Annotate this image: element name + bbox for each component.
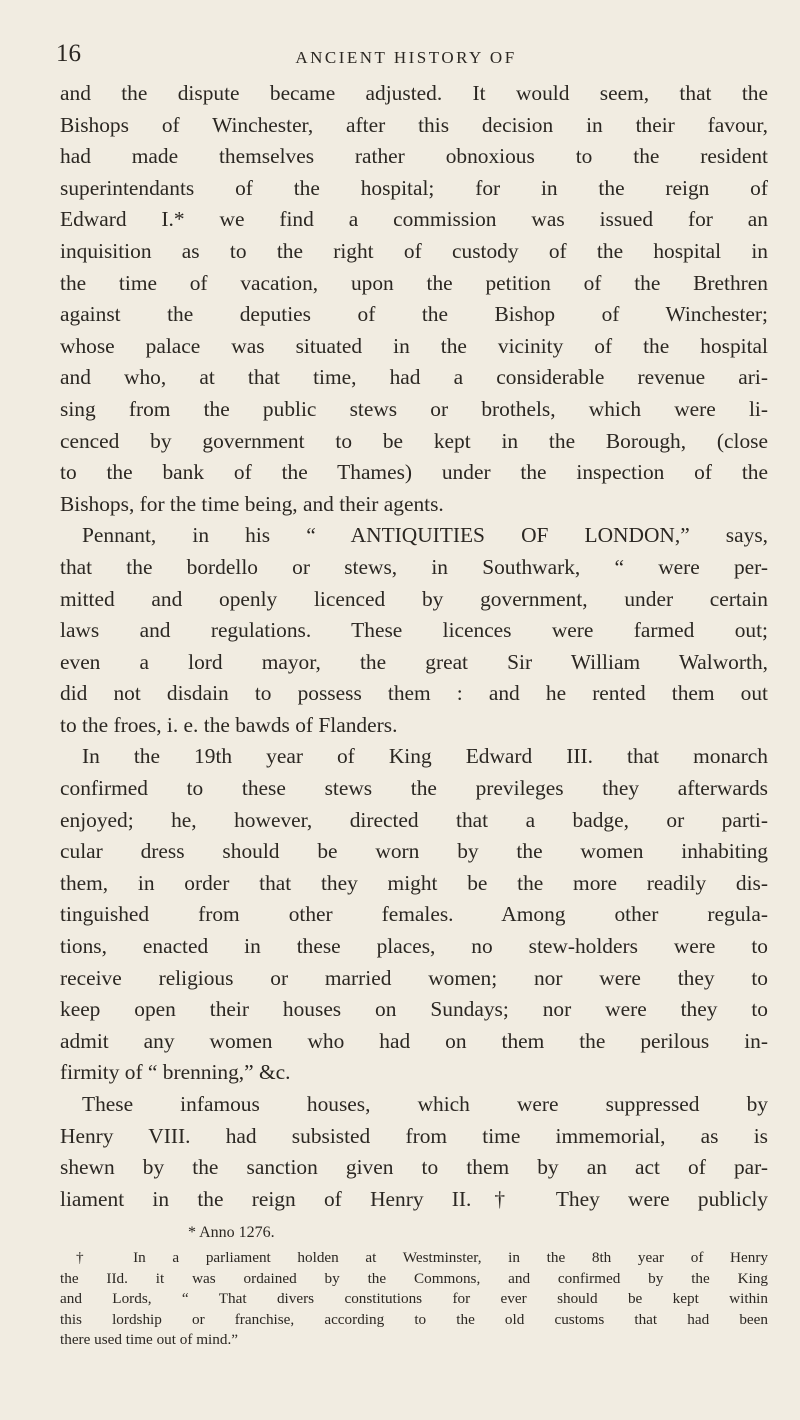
text-line: even a lord mayor, the great Sir William Walworth, bbox=[60, 649, 768, 674]
text-line: against the deputies of the Bishop of Winchester; bbox=[60, 302, 768, 327]
text-line: tions, enacted in these places, no stew-holders were to bbox=[60, 934, 768, 959]
running-head: ANCIENT HISTORY OF bbox=[295, 48, 517, 67]
text-line: inquisition as to the right of custody of the hospital in bbox=[60, 238, 768, 263]
text-line: confirmed to these stews the previleges they afterwards bbox=[60, 776, 768, 801]
text-line: Henry VIII. had subsisted from time immemorial, as is bbox=[60, 1123, 768, 1148]
text-line: whose palace was situated in the vicinity of the hospital bbox=[60, 333, 768, 358]
text-line: had made themselves rather obnoxious to the resident bbox=[60, 144, 768, 169]
footnote-2-line: this lordship or franchise, according to the old customs that had been bbox=[60, 1310, 768, 1328]
text-line: cular dress should be worn by the women inhabiting bbox=[60, 839, 768, 864]
text-line: Pennant, in his “ ANTIQUITIES OF LONDON,” says, bbox=[82, 523, 768, 548]
text-line: them, in order that they might be the more readily dis- bbox=[60, 870, 768, 895]
text-line: Edward I.* we find a commission was issued for an bbox=[60, 207, 768, 232]
footnote-2-line: the IId. it was ordained by the Commons, and confirmed by the King bbox=[60, 1269, 768, 1287]
footnote-2-line: † In a parliament holden at Westminster, in the 8th year of Henry bbox=[76, 1249, 768, 1266]
text-line: did not disdain to possess them : and he rented them out bbox=[60, 681, 768, 706]
text-line: to the froes, i. e. the bawds of Flanders. bbox=[60, 712, 398, 737]
text-line: admit any women who had on them the perilous in- bbox=[60, 1028, 768, 1053]
text-line: that the bordello or stews, in Southwark, “ were per- bbox=[60, 554, 768, 579]
text-line: and the dispute became adjusted. It would seem, that the bbox=[60, 81, 768, 105]
footnote-1: * Anno 1276. bbox=[188, 1224, 275, 1241]
text-line: to the bank of the Thames) under the inspection of the bbox=[60, 460, 768, 485]
text-line: laws and regulations. These licences were farmed out; bbox=[60, 618, 768, 643]
text-line: receive religious or married women; nor were they to bbox=[60, 965, 768, 990]
text-line: tinguished from other females. Among other regula- bbox=[60, 902, 768, 927]
text-line: the time of vacation, upon the petition of the Brethren bbox=[60, 270, 768, 295]
page-header bbox=[56, 40, 756, 82]
text-line: cenced by government to be kept in the Borough, (close bbox=[60, 428, 768, 453]
text-line: In the 19th year of King Edward III. that monarch bbox=[82, 744, 768, 769]
footnote-2-line: and Lords, “ That divers constitutions for ever should be kept within bbox=[60, 1290, 768, 1307]
text-line: Bishops of Winchester, after this decision in their favour, bbox=[60, 112, 768, 137]
footnote-2-line: there used time out of mind.” bbox=[60, 1331, 238, 1348]
text-line: Bishops, for the time being, and their agents. bbox=[60, 491, 444, 516]
text-line: and who, at that time, had a considerable revenue ari- bbox=[60, 365, 768, 390]
text-line: keep open their houses on Sundays; nor were they to bbox=[60, 997, 768, 1022]
body-text bbox=[60, 78, 768, 1215]
text-line: mitted and openly licenced by government, under certain bbox=[60, 586, 768, 611]
text-line: liament in the reign of Henry II.† They were publicly bbox=[60, 1186, 768, 1211]
text-line: enjoyed; he, however, directed that a badge, or parti- bbox=[60, 807, 768, 832]
text-line: firmity of “ brenning,” &c. bbox=[60, 1060, 291, 1085]
text-line: superintendants of the hospital; for in the reign of bbox=[60, 175, 768, 200]
page-number: 16 bbox=[56, 40, 81, 67]
text-line: These infamous houses, which were suppressed by bbox=[82, 1092, 768, 1116]
text-line: shewn by the sanction given to them by an act of par- bbox=[60, 1155, 768, 1180]
text-line: sing from the public stews or brothels, which were li- bbox=[60, 396, 768, 421]
footnotes bbox=[60, 1222, 768, 1351]
